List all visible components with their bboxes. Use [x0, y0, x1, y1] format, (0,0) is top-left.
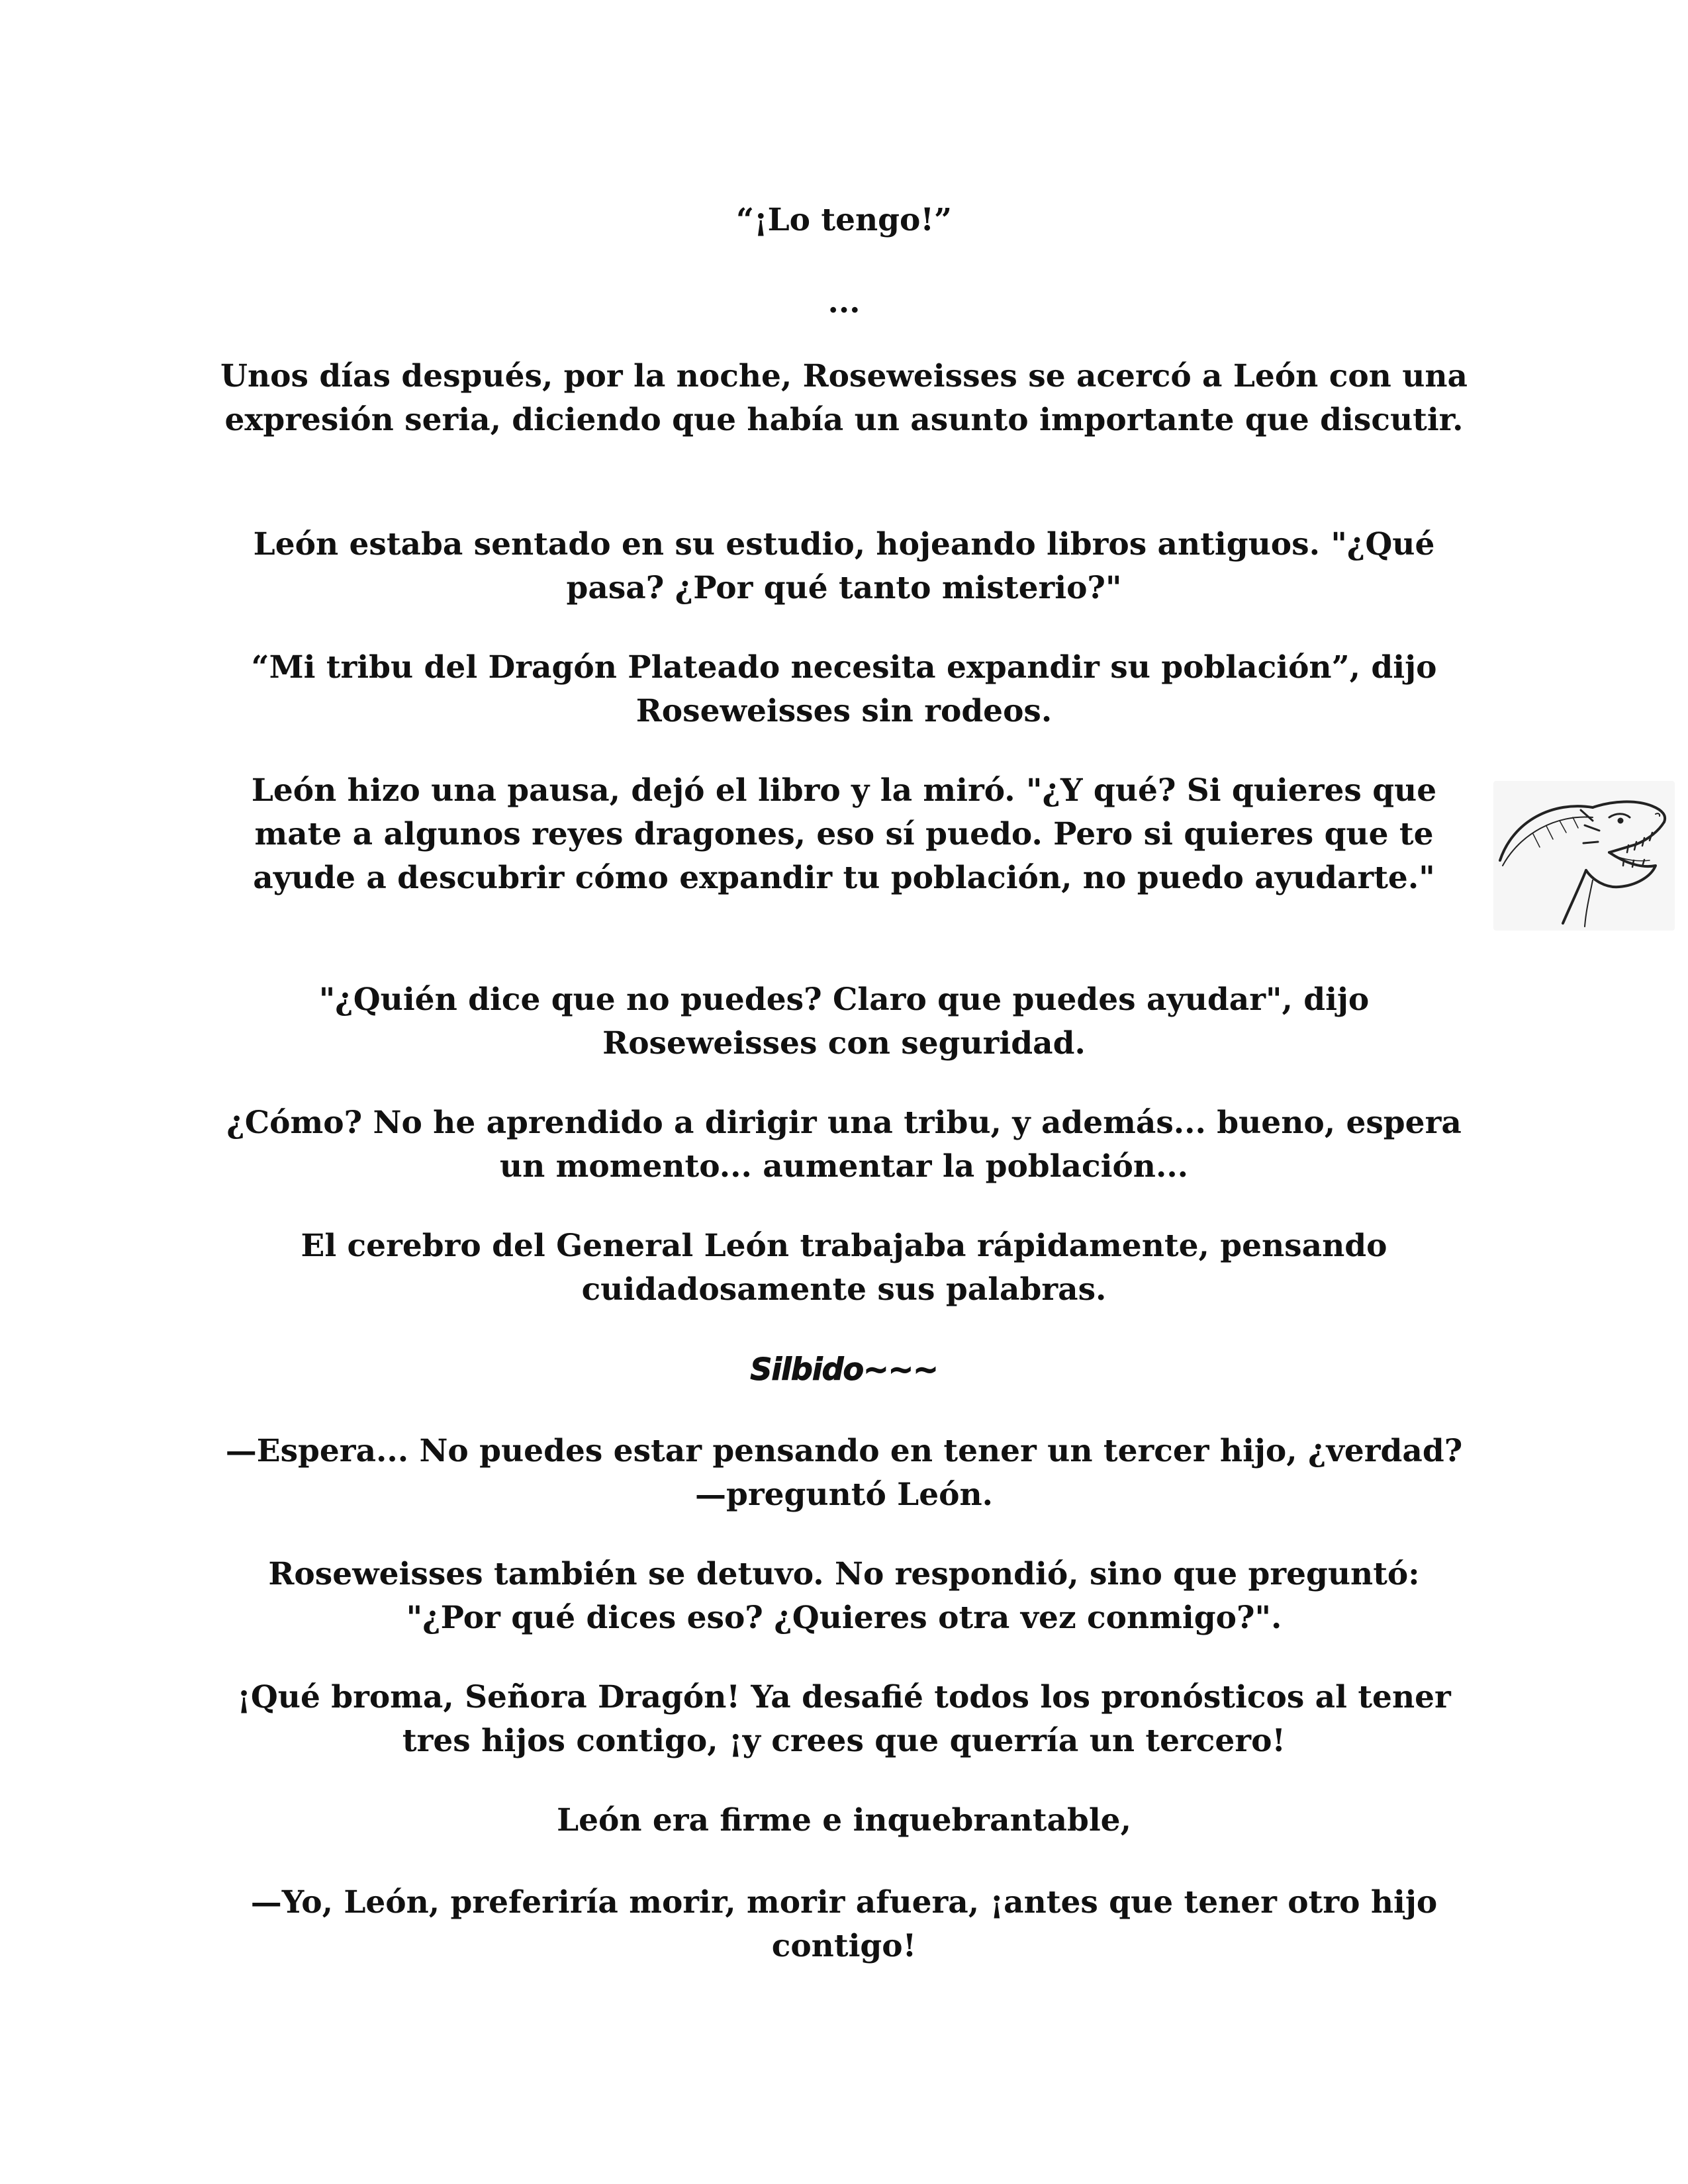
paragraph-rather-die: —Yo, León, preferiría morir, morir afuera, ¡antes que tener otro hijo contigo!	[250, 1884, 1438, 1964]
paragraph-stopped: Roseweisses también se detuvo. No respondió, sino que preguntó: "¿Por qué dices eso? ¿Quieres otra vez conmigo?".	[268, 1556, 1420, 1636]
paragraph-brain: El cerebro del General León trabajaba rápidamente, pensando cuidadosamente sus palabras.	[301, 1228, 1387, 1308]
paragraph-joke: ¡Qué broma, Señora Dragón! Ya desafié todos los pronósticos al tener tres hijos contigo, ¡y crees que querría un tercero!	[237, 1679, 1451, 1759]
paragraph-wait: —Espera... No puedes estar pensando en tener un tercer hijo, ¿verdad? —preguntó León.	[225, 1433, 1463, 1513]
paragraph-firm: León era firme e inquebrantable,	[557, 1802, 1131, 1839]
dragon-head-sketch-icon	[1493, 781, 1675, 931]
paragraph-study: León estaba sentado en su estudio, hojeando libros antiguos. "¿Qué pasa? ¿Por qué tanto misterio?"	[253, 526, 1435, 606]
paragraph-who-says: "¿Quién dice que no puedes? Claro que puedes ayudar", dijo Roseweisses con seguridad.	[318, 981, 1370, 1062]
paragraph-days-later: Unos días después, por la noche, Roseweisses se acercó a León con una expresión seria, diciendo que había un asunto importante que discutir.	[220, 358, 1468, 438]
paragraph-exclamation: “¡Lo tengo!”	[735, 202, 953, 238]
paragraph-ellipsis: ...	[827, 284, 861, 320]
sound-effect: Silbido~~~	[750, 1351, 938, 1387]
paragraph-tribe: “Mi tribu del Dragón Plateado necesita expandir su población”, dijo Roseweisses sin rodeos.	[251, 649, 1437, 729]
paragraph-pause: León hizo una pausa, dejó el libro y la miró. "¿Y qué? Si quieres que mate a algunos reyes dragones, eso sí puedo. Pero si quieres que te ayude a descubrir cómo expandir tu población, no puedo ayudarte."	[251, 772, 1437, 896]
paragraph-how: ¿Cómo? No he aprendido a dirigir una tribu, y además... bueno, espera un momento... aumentar la población...	[226, 1105, 1462, 1185]
